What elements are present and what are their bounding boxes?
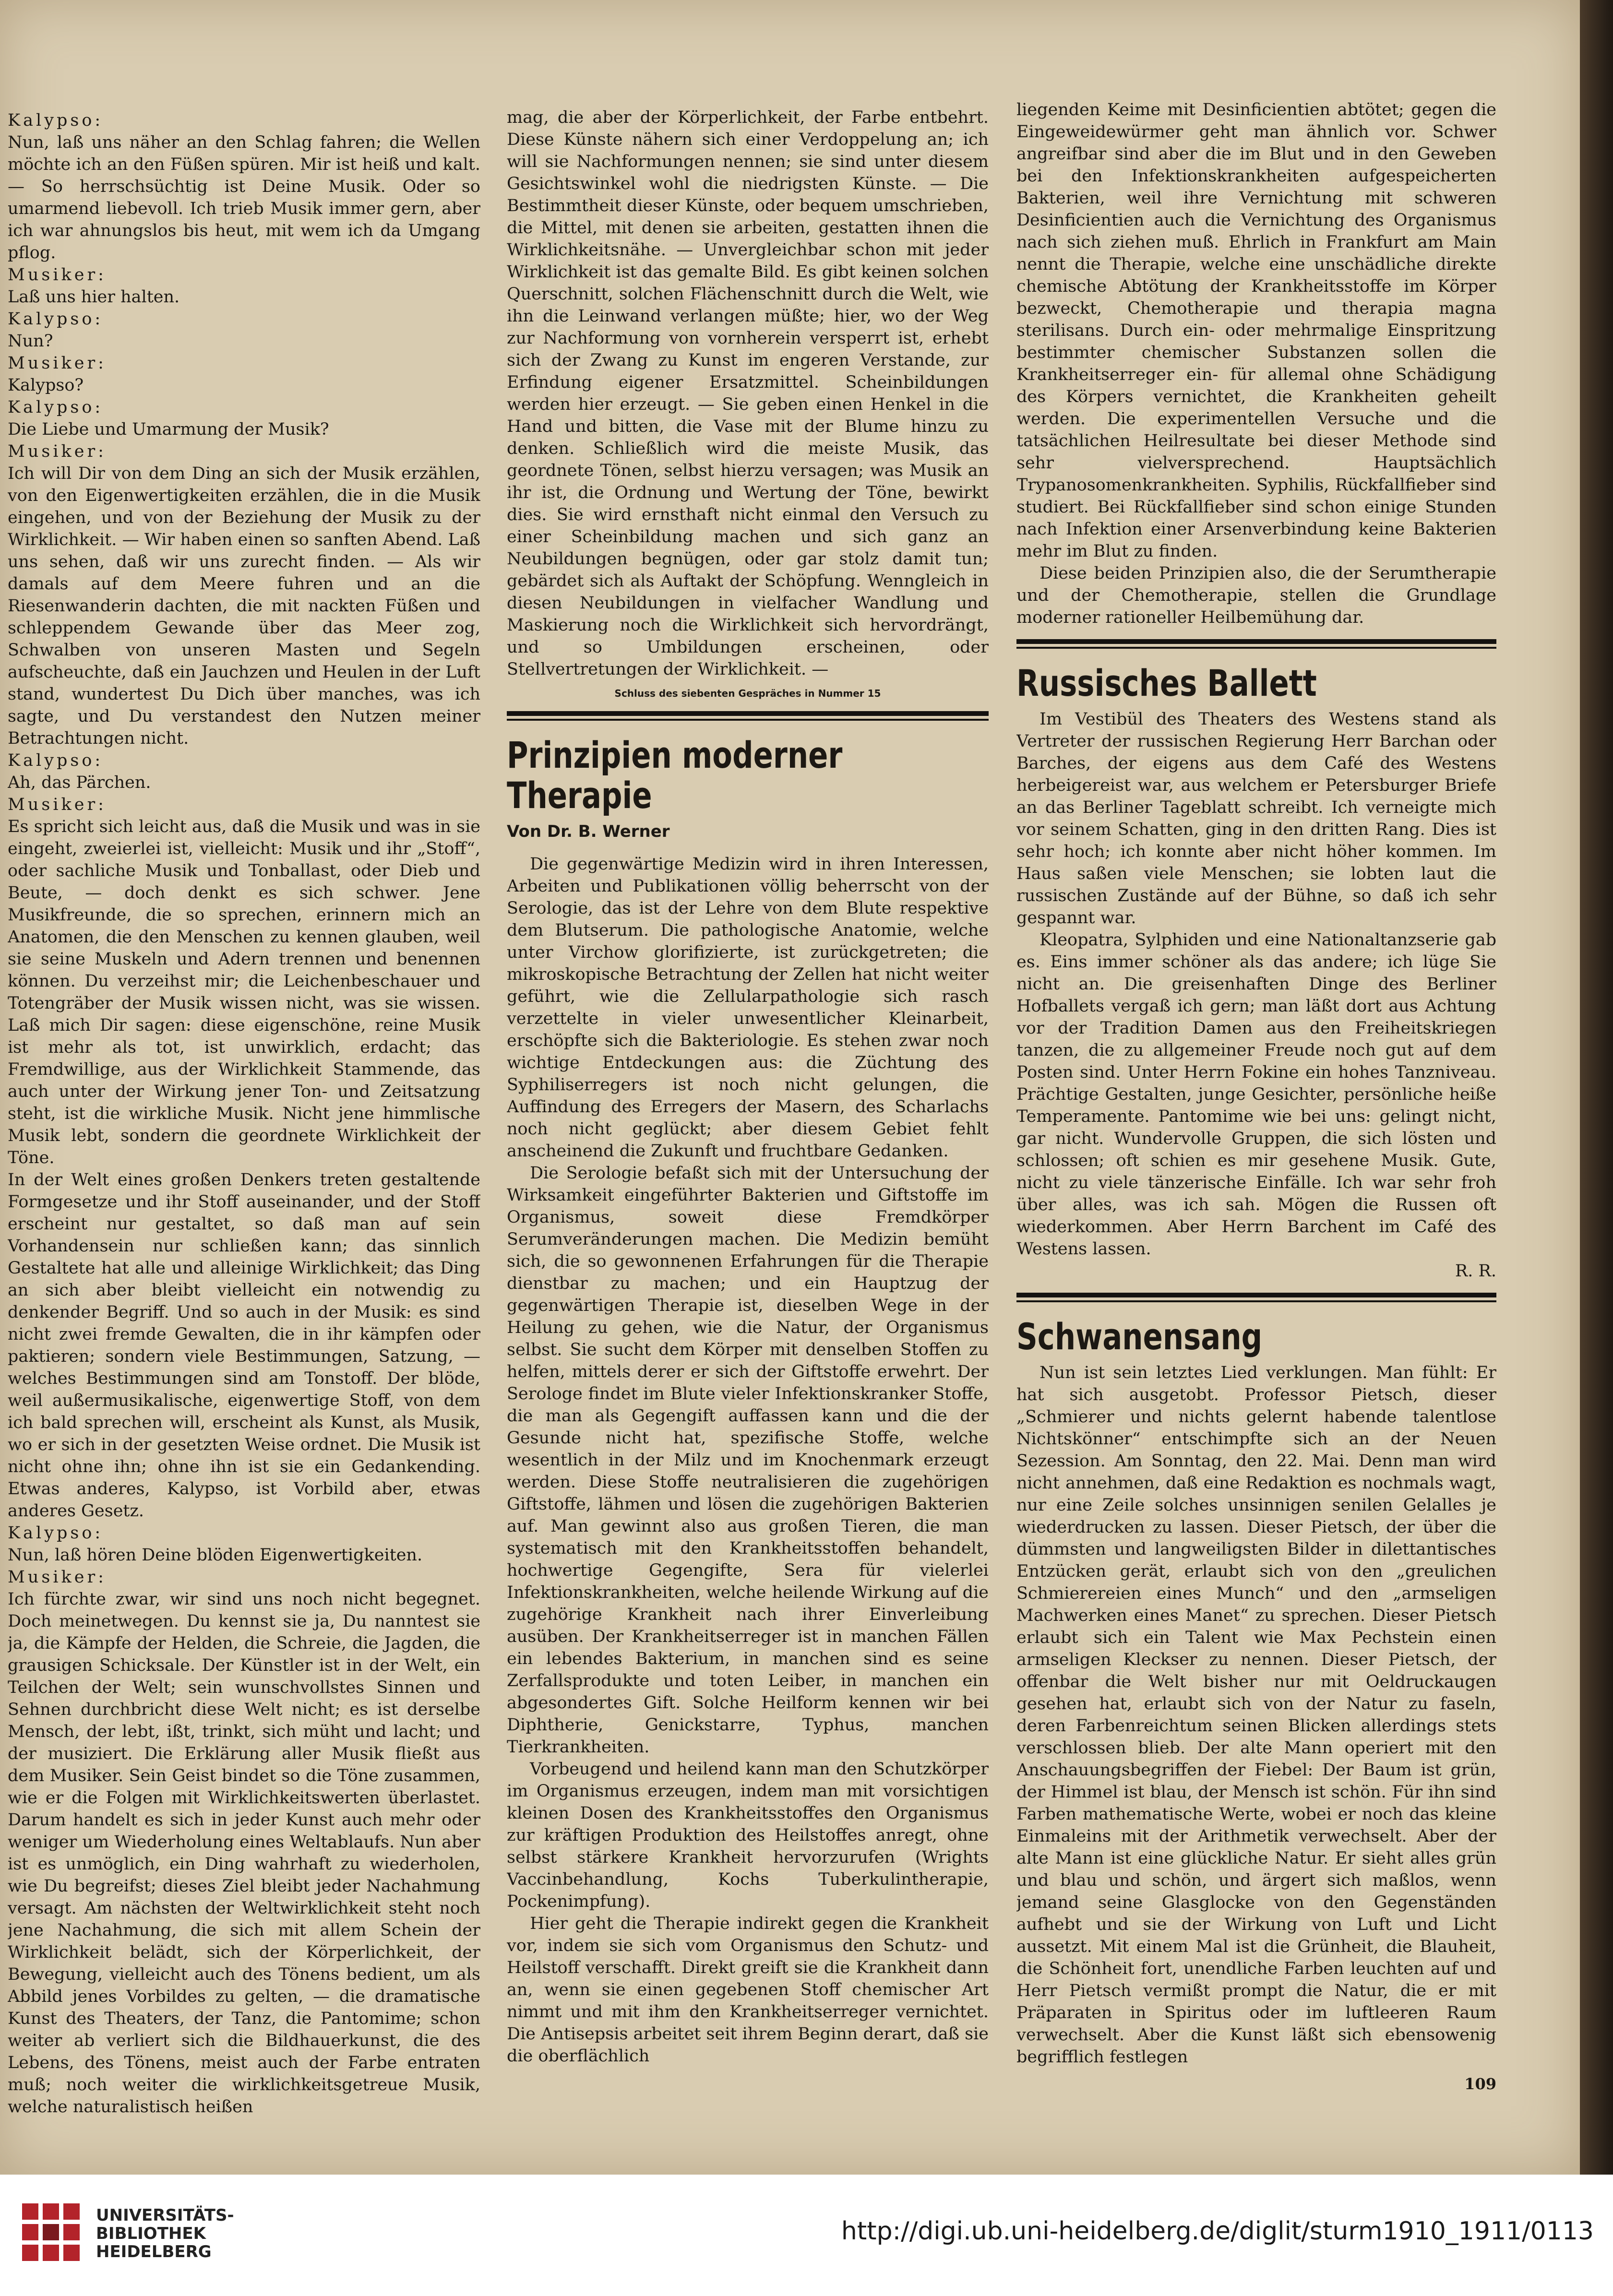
dialogue-paragraph: Ich will Dir von dem Ding an sich der Musik erzählen, von den Eigenwertigkeiten erzählen, die in die Musik eingehen, und von der Beziehung der Musik zu der Wirklichkeit. — Wir haben einen so sanften Abend. Laß uns sehen, daß wir uns zurecht finden. — Als wir damals auf dem Meere fuhren und an die Riesenwanderin dachten, die mit nackten Füßen und schleppendem Gewande über das Meer zog, Schwalben von unseren Masten und Segeln aufscheuchte, daß ein Jauchzen und Heulen in der Luft stand, wundertest Du Dich über manches, was ich sagte, und Du verstandest den Nutzen meiner Betrachtungen nicht. — [8, 464, 480, 748]
swan-title: Schwanensang — [1016, 1315, 1263, 1358]
section-rule-thin — [1016, 647, 1496, 649]
article-title — [507, 735, 892, 816]
article-author: Von Dr. B. Werner — [507, 822, 670, 841]
source-url-link[interactable]: http://digi.ub.uni-heidelberg.de/diglit/sturm1910_1911/0113 — [841, 2217, 1594, 2246]
swan-body — [1016, 1362, 1496, 2068]
article-title-line-2: Therapie — [507, 774, 652, 817]
dialogue-paragraph: Laß uns hier halten. — [8, 287, 180, 307]
speaker-label: Kalypso: — [8, 398, 104, 417]
section-rule — [1016, 1293, 1496, 1297]
therapy-paragraph: Diese beiden Prinzipien also, die der Serumtherapie und der Chemotherapie, stellen die Grundlage moderner rationeller Heilbemühung dar. — [1016, 564, 1496, 627]
ballet-title: Russisches Ballett — [1016, 662, 1317, 704]
section-rule — [507, 711, 989, 716]
dialogue-paragraph: In der Welt eines großen Denkers treten gestaltende Formgesetze und ihr Stoff auseinander, und der Stoff erscheint nur gestaltet, so daß man auf sein Vorhandensein nur schließen kann; das sinnlich Gestaltete hat alle und alleinige Wirklichkeit; das Ding an sich aber bleibt vielleicht ein notwendig zu denkender Begriff. Und so auch in der Musik: es sind nicht zwei fremde Gewalten, die in ihr kämpfen oder paktieren; sondern viele Bestimmungen, Satzung, — welches Bestimmungen sind am Tonstoff. Der blöde, weil außermusikalische, eigenwertige Stoff, von dem ich bald sprechen will, erscheint als Kunst, als Musik, wo er sich in der gesetzten Weise ordnet. Die Musik ist nicht ohne ihn; ohne ihn ist sie ein Gedankending. Etwas anderes, Kalypso, ist Vorbild aber, etwas anderes Gesetz. — [8, 1170, 480, 1521]
dialogue-paragraph: Nun, laß uns näher an den Schlag fahren; die Wellen möchte ich an den Füßen spüren. Mir ist heiß und kalt. — So herrschsüchtig ist Deine Musik. Oder so umarmend liebevoll. Ich trieb Musik immer gern, aber ich war ahnungslos bis heut, mit wem ich da Umgang pflog. — [8, 133, 480, 262]
continued-note: Schluss des siebenten Gespräches in Nummer 15 — [614, 688, 881, 699]
speaker-label: Musiker: — [8, 1568, 107, 1587]
speaker-label: Kalypso: — [8, 111, 104, 130]
therapy-paragraph: Die gegenwärtige Medizin wird in ihren Interessen, Arbeiten und Publikationen völlig beherrscht von der Serologie, das ist der Lehre von dem Blute respektive dem Blutserum. Die pathologische Anatomie, welche unter Virchow glorifizierte, ist zurückgetreten; die mikroskopische Betrachtung der Zellen hat nicht weiter geführt, wie die Zellularpathologie sich rasch verzettelte in vieler unwesentlicher Kleinarbeit, erschöpfte sich die Bakteriologie. Es stehen zwar noch wichtige Entdeckungen aus: die Züchtung des Syphiliserregers ist noch nicht gelungen, die Auffindung des Erregers der Masern, des Scharlachs noch nicht geglückt; aber diesem Gebiet fehlt anscheinend die Zukunft und fruchtbare Gedanken. — [507, 855, 989, 1161]
ballet-paragraph: Im Vestibül des Theaters des Westens stand als Vertreter der russischen Regierung Herr Barchan oder Barches, der eigens aus dem Café des Westens herbeigereist war, aus welchem er Petersburger Briefe an das Berliner Tageblatt schreibt. Ich verneigte mich vor seinem Schatten, ging in den dritten Rang. Dies ist sehr hoch; ich konnte aber nicht höher kommen. Im Haus saßen viele Menschen; sie lobten laut die russischen Zustände auf der Bühne, so daß ich sehr gespannt war. — [1016, 710, 1496, 928]
page-number: 109 — [1464, 2075, 1496, 2093]
speaker-label: Kalypso: — [8, 751, 104, 770]
dialogue-paragraph: Nun, laß hören Deine blöden Eigenwertigkeiten. — [8, 1546, 423, 1565]
speaker-label: Musiker: — [8, 354, 107, 373]
column-2 — [507, 107, 989, 2256]
therapy-paragraph: Die Serologie befaßt sich mit der Untersuchung der Wirksamkeit eingeführter Bakterien und Giftstoffe im Organismus, soweit diese Fremdkörper Serumveränderungen machen. Die Medizin bemüht sich, die so gewonnenen Erfahrungen für die Therapie dienstbar zu machen; und ein Hauptzug der gegenwärtigen Therapie ist, dieselben Wege in der Heilung zu gehen, wie die Natur, der Organismus selbst. Sie sucht dem Körper mit denselben Stoffen zu helfen, mittels derer er sich der Giftstoffe erwehrt. Der Serologe findet im Blute vieler Infektionskranker Stoffe, die man als Gegengift auffassen kann und die der Gesunde nicht hat, spezifische Stoffe, welche wesentlich in der Milz und im Knochenmark erzeugt werden. Diese Stoffe neutralisieren die zugehörigen Giftstoffe, lähmen und lösen die zugehörigen Bakterien auf. Man gewinnt also aus großen Tieren, die man systematisch mit den Krankheitsstoffen behandelt, hochwertige Gegengifte, Sera für vielerlei Infektionskrankheiten, welche heilende Wirkung auf die zugehörige Krankheit nach ihrer Einverleibung ausüben. Der Krankheitserreger ist in manchen Fällen ein lebendes Bakterium, in manchen sind es seine Zerfallsprodukte und toten Leiber, in manchen ein abgesondertes Gift. Solche Heilform kennen wir bei Diphtherie, Genickstarre, Typhus, manchen Tierkrankheiten. — [507, 1164, 989, 1757]
speaker-label: Musiker: — [8, 265, 107, 285]
university-library-logo-icon — [22, 2203, 80, 2261]
section-rule-thin — [1016, 1300, 1496, 1302]
ballet-paragraph: Kleopatra, Sylphiden und eine Nationaltanzserie gab es. Eins immer schöner als das andere; ich lüge Sie nicht an. Die greisenhaften Dinge des Berliner Hofballets vergaß ich gern; man läßt dort aus Achtung vor der Tradition Damen aus den Freiheitskriegen tanzen, die zu allgemeiner Freude noch gut auf dem Posten sind. Unter Herrn Fokine ein hohes Tanzniveau. Prächtige Gestalten, junge Gesichter, persönliche heiße Temperamente. Pantomime wie bei uns: gelingt nicht, gar nicht. Wundervolle Gruppen, die sich lösten und schlossen; oft schien es mir gesehene Musik. Gute, nicht zu viele tänzerische Einfälle. Ich war sehr froh über alles, was ich sah. Mögen die Russen oft wiederkommen. Aber Herrn Barchent im Café des Westens lassen. — [1016, 930, 1496, 1259]
library-footer — [0, 2175, 1613, 2296]
speaker-label: Kalypso: — [8, 1523, 104, 1543]
therapy-continuation — [1016, 99, 1496, 629]
column-3 — [1016, 99, 1496, 2248]
therapy-paragraph: Hier geht die Therapie indirekt gegen die Krankheit vor, indem sie sich vom Organismus den Schutz- und Heilstoff verschafft. Direkt greift sie die Krankheit dann an, wenn sie einen gegebenen Stoff chemischer Art nimmt und mit ihm den Krankheitserreger vernichtet. Die Antisepsis arbeitet seit ihrem Beginn derart, daß sie die oberflächlich — [507, 1914, 989, 2066]
column-1 — [8, 109, 480, 2259]
speaker-label: Musiker: — [8, 795, 107, 814]
dialogue-paragraph: Ich fürchte zwar, wir sind uns noch nicht begegnet. Doch meinetwegen. Du kennst sie ja, Du nanntest sie ja, die Kämpfe der Helden, die Schreie, die Jagden, die grausigen Schicksale. Der Künstler ist in der Welt, ein Teilchen der Welt; sein wunschvollstes Sinnen und Sehnen durchbricht diese Welt nicht; es ist derselbe Mensch, der lebt, ißt, trinkt, sich müht und lacht; und der musiziert. Die Erklärung aller Musik fließt aus dem Musiker. Sein Geist bindet so die Töne zusammen, wie er die Folgen mit Wirklichkeitswerten überlastet. Darum handelt es sich in jeder Kunst auch mehr oder weniger um Wiederholung eines Weltablaufs. Nun aber ist es unmöglich, ein Ding wahrhaft zu wiederholen, wie Du begreifst; dieses Ziel bleibt jeder Nachahmung versagt. Am nächsten der Weltwirklichkeit steht noch jene Nachahmung, die sich mit allem Schein der Wirklichkeit belädt, sich der Körperlichkeit, der Bewegung, vielleicht auch des Tönens bedient, um als Abbild jenes Vorbildes zu gelten, — die dramatische Kunst des Theaters, der Tanz, die Pantomime; schon weiter ab verliert sich die Bildhauerkunst, die des Lebens, des Tönens, meist auch der Farbe entraten muß; noch weiter die wirklichkeitsgetreue Musik, welche naturalistisch heißen — [8, 1590, 480, 2117]
dialogue-continuation: mag, die aber der Körperlichkeit, der Farbe entbehrt. Diese Künste nähern sich einer Verdoppelung an; ich will sie Nachformungen nennen; sie sind unter diesem Gesichtswinkel wohl die niedrigsten Künste. — Die Bestimmtheit dieser Künste, oder bequem umschrieben, die Mittel, mit denen sie arbeiten, gestatten ihnen die Wirklichkeitsnähe. — Unvergleichbar schon mit jeder Wirklichkeit ist das gemalte Bild. Es gibt keinen solchen Querschnitt, solchen Flächenschnitt durch die Welt, wie ihn die Leinwand verlangen müßte; hier, wo der Weg zur Nachformung von vornherein versperrt ist, erhebt sich der Zwang zu Kunst im engeren Verstande, zur Erfindung eigener Ersatzmittel. Scheinbildungen werden hier erzeugt. — Sie geben einen Henkel in die Hand und bitten, die Vase mit der Blume hinzu zu denken. Schließlich wird die meiste Musik, das geordnete Tönen, selbst hierzu versagen; was Musik an ihr ist, die Ordnung und Wertung der Töne, bewirkt dies. Sie wird ernsthaft nicht einmal den Versuch zu einer Scheinbildung machen und sich ganz an Neubildungen begnügen, oder gar stolz damit tun; gebärdet sich als Auftakt der Schöpfung. Wenngleich in diesen Neubildungen in vielfacher Wandlung und Maskierung noch die Wirklichkeit sich hervordrängt, und so Umbildungen erscheinen, oder Stellvertretungen der Wirklichkeit. — — [507, 108, 989, 679]
speaker-label: Kalypso: — [8, 309, 104, 329]
dialogue-paragraph: Kalypso? — [8, 376, 84, 395]
swan-paragraph: Nun ist sein letztes Lied verklungen. Man fühlt: Er hat sich ausgetobt. Professor Pietsch, dieser „Schmierer und nichts gelernt habende talentlose Nichtskönner“ entschimpfte sich an der Neuen Sezession. Am Sonntag, den 22. Mai. Denn man wird nicht annehmen, daß eine Redaktion es nochmals wagt, nur eine Zeile solches unsinnigen senilen Gelalles je wiederdrucken zu lassen. Dieser Pietsch, der über die dümmsten und langweiligsten Bilder in dilettantisches Entzücken gerät, erlaubt sich von den „greulichen Schmierereien eines Munch“ und den „armseligen Machwerken eines Manet“ zu sprechen. Dieser Pietsch erlaubt sich ein Talent wie Max Pechstein einen armseligen Kleckser zu nennen. Dieser Pietsch, der offenbar die Welt bisher nur mit Oeldruckaugen gesehen hat, erlaubt sich von der Natur zu faseln, deren Farbenreichtum seinen Blicken allerdings stets verschlossen blieb. Der alte Mann operiert mit den Anschauungsbegriffen der Fiebel: Der Baum ist grün, der Himmel ist blau, der Mensch ist schön. Für ihn sind Farben mathematische Werte, wobei er noch das kleine Einmaleins mit der Arithmetik verwechselt. Aber der alte Mann ist eine glückliche Natur. Er sieht alles grün und blau und schön, und ärgert sich maßlos, wenn jemand seine Glasglocke von den Gegenständen aufhebt und sie der Wirkung von Luft und Licht aussetzt. Mit einem Mal ist die Grünheit, die Blauheit, die Schönheit fort, unendliche Farben leuchten auf und Herr Pietsch vermißt prompt die Natur, die er mit Präparaten in Spiritus oder im luftleeren Raum verwechselt. Aber die Kunst läßt sich ebensowenig begrifflich festlegen — [1016, 1363, 1496, 2067]
section-rule-thin — [507, 719, 989, 721]
dialogue-paragraph: Es spricht sich leicht aus, daß die Musik und was in sie eingeht, zweierlei ist, vielleicht: Musik und ihr „Stoff“, oder sachliche Musik und Tonballast, oder Dieb und Beute, — doch denkt es sich schwer. Jene Musikfreunde, die so sprechen, erinnern mich an Anatomen, die den Menschen zu kennen glauben, weil sie seine Muskeln und Adern trennen und benennen können. Du verzeihst mir; die Leichenbeschauer und Totengräber der Musik wissen nicht, was sie wissen. Laß mich Dir sagen: diese eigenschöne, reine Musik ist mehr als tot, ist unwirklich, erdacht; das Fremdwillige, aus der Wirklichkeit Stammende, das auch unter der Wirkung jener Ton- und Zeitsatzung steht, ist die wirkliche Musik. Nicht jene himmlische Musik lebt, sondern die geordnete Wirklichkeit der Töne. — [8, 817, 480, 1167]
ballet-signature: R. R. — [1455, 1261, 1496, 1281]
library-name: UNIVERSITÄTS- BIBLIOTHEK HEIDELBERG — [96, 2206, 234, 2261]
section-rule — [1016, 639, 1496, 644]
dialogue-paragraph: Nun? — [8, 332, 53, 351]
therapy-paragraph: liegenden Keime mit Desinficientien abtötet; gegen die Eingeweidewürmer geht man ähnlich vor. Schwer angreifbar sind aber die im Blut und in den Geweben bei den Infektionskrankheiten aufgespeicherten Bakterien, weil ihre Vernichtung mit schweren Desinficientien auch die Vernichtung des Organismus nach sich ziehen muß. Ehrlich in Frankfurt am Main nennt die Therapie, welche eine unschädliche direkte chemische Abtötung der Krankheitsstoffe im Körper bezweckt, Chemotherapie und therapia magna sterilisans. Durch ein- oder mehrmalige Einspritzung bestimmter chemischer Substanzen sollen die Krankheitserreger ein- für allemal ohne Schädigung des Körpers vernichtet, die Krankheiten geheilt werden. Die experimentellen Versuche und die tatsächlichen Heilresultate bei dieser Methode sind sehr vielversprechend. Hauptsächlich Trypanosomenkrankheiten. Syphilis, Rückfallfieber sind studiert. Bei Rückfallfieber sind schon einige Stunden nach Infektion einer Arsenverbindung keine Bakterien mehr im Blut zu finden. — [1016, 100, 1496, 561]
dialogue-paragraph: Die Liebe und Umarmung der Musik? — [8, 420, 329, 439]
dialogue-paragraph: Ah, das Pärchen. — [8, 773, 151, 792]
article-title-line-1: Prinzipien moderner — [507, 734, 843, 776]
therapy-body — [507, 853, 989, 2067]
therapy-paragraph: Vorbeugend und heilend kann man den Schutzkörper im Organismus erzeugen, indem man mit vorsichtigen kleinen Dosen des Krankheitsstoffes den Organismus zur kräftigen Produktion des Heilstoffes anregt, ohne selbst stärkere Krankheit hervorzurufen (Wrights Vaccinbehandlung, Kochs Tuberkulintherapie, Pockenimpfung). — [507, 1760, 989, 1911]
speaker-label: Musiker: — [8, 442, 107, 461]
ballet-body — [1016, 708, 1496, 1260]
binding-edge — [1580, 0, 1613, 2175]
